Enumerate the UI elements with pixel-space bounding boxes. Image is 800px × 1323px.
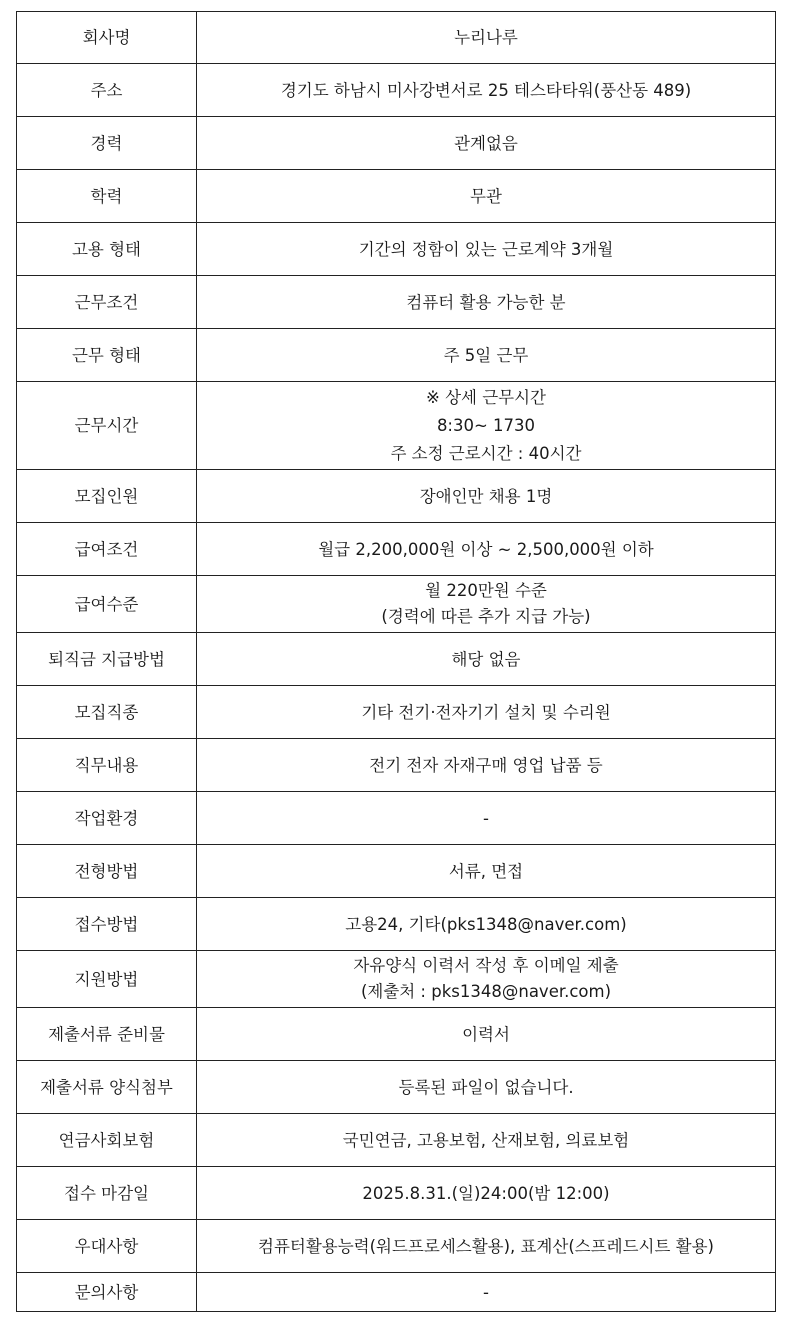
row-label: 연금사회보험 bbox=[17, 1114, 197, 1167]
row-label: 급여수준 bbox=[17, 576, 197, 633]
table-row bbox=[17, 845, 776, 898]
table-row bbox=[17, 1167, 776, 1220]
row-label: 우대사항 bbox=[17, 1220, 197, 1273]
table-row bbox=[17, 470, 776, 523]
row-value bbox=[197, 12, 776, 64]
row-value-line: 기간의 정함이 있는 근로계약 3개월 bbox=[358, 239, 614, 259]
row-value bbox=[197, 523, 776, 576]
row-value-line: 무관 bbox=[470, 186, 502, 206]
row-value bbox=[197, 1273, 776, 1312]
table-row bbox=[17, 223, 776, 276]
row-value-line: 기타 전기·전자기기 설치 및 수리원 bbox=[361, 702, 611, 722]
row-value bbox=[197, 329, 776, 382]
row-value-line: 컴퓨터 활용 가능한 분 bbox=[406, 292, 566, 312]
row-value bbox=[197, 1220, 776, 1273]
row-value-line: (제출처 : pks1348@naver.com) bbox=[360, 982, 612, 1001]
row-value-line: ※ 상세 근무시간 bbox=[426, 387, 546, 407]
row-value-line: 주 소정 근로시간 : 40시간 bbox=[390, 443, 582, 463]
table-row bbox=[17, 1114, 776, 1167]
table-row bbox=[17, 276, 776, 329]
row-value-line: 이력서 bbox=[462, 1024, 510, 1044]
table-row bbox=[17, 898, 776, 951]
row-label: 지원방법 bbox=[17, 951, 197, 1008]
row-value-line: 누리나루 bbox=[454, 28, 518, 47]
row-label: 근무시간 bbox=[17, 382, 197, 470]
row-label: 문의사항 bbox=[17, 1273, 197, 1312]
job-posting-table-body bbox=[17, 12, 776, 1312]
row-label: 전형방법 bbox=[17, 845, 197, 898]
row-value bbox=[197, 470, 776, 523]
row-value-line: 해당 없음 bbox=[451, 649, 521, 669]
row-value-line: 관계없음 bbox=[454, 133, 518, 153]
table-row bbox=[17, 117, 776, 170]
row-value-line: 자유양식 이력서 작성 후 이메일 제출 bbox=[353, 956, 619, 975]
row-value bbox=[197, 1114, 776, 1167]
row-label: 모집인원 bbox=[17, 470, 197, 523]
row-value-line: - bbox=[483, 1282, 489, 1302]
table-row bbox=[17, 170, 776, 223]
row-value-line: 8:30~ 1730 bbox=[436, 415, 536, 435]
row-value-line: 월급 2,200,000원 이상 ~ 2,500,000원 이하 bbox=[318, 539, 654, 559]
row-label: 모집직종 bbox=[17, 686, 197, 739]
row-label: 접수방법 bbox=[17, 898, 197, 951]
row-label: 급여조건 bbox=[17, 523, 197, 576]
row-value-line: 고용24, 기타(pks1348@naver.com) bbox=[345, 914, 627, 934]
row-label: 고용 형태 bbox=[17, 223, 197, 276]
row-value-line: 국민연금, 고용보험, 산재보험, 의료보험 bbox=[342, 1130, 630, 1150]
row-label: 경력 bbox=[17, 117, 197, 170]
row-value bbox=[197, 170, 776, 223]
row-value bbox=[197, 117, 776, 170]
row-value bbox=[197, 792, 776, 845]
table-row bbox=[17, 951, 776, 1008]
row-value bbox=[197, 1167, 776, 1220]
row-value-line: 컴퓨터활용능력(워드프로세스활용), 표계산(스프레드시트 활용) bbox=[258, 1236, 714, 1256]
table-row bbox=[17, 739, 776, 792]
row-label: 학력 bbox=[17, 170, 197, 223]
row-value-line: 경기도 하남시 미사강변서로 25 테스타타워(풍산동 489) bbox=[280, 80, 692, 100]
table-row bbox=[17, 686, 776, 739]
row-label: 퇴직금 지급방법 bbox=[17, 633, 197, 686]
row-value bbox=[197, 739, 776, 792]
row-label: 근무 형태 bbox=[17, 329, 197, 382]
table-row bbox=[17, 576, 776, 633]
row-value bbox=[197, 1008, 776, 1061]
row-value bbox=[197, 686, 776, 739]
row-value bbox=[197, 951, 776, 1008]
table-row bbox=[17, 12, 776, 64]
row-label: 제출서류 양식첨부 bbox=[17, 1061, 197, 1114]
row-value-line: 2025.8.31.(일)24:00(밤 12:00) bbox=[362, 1183, 610, 1203]
row-value bbox=[197, 898, 776, 951]
row-value-line: 장애인만 채용 1명 bbox=[419, 486, 553, 506]
table-row bbox=[17, 523, 776, 576]
row-value-line: 전기 전자 자재구매 영업 납품 등 bbox=[369, 755, 603, 775]
row-value-line: 주 5일 근무 bbox=[443, 345, 529, 365]
table-row bbox=[17, 792, 776, 845]
row-label: 주소 bbox=[17, 64, 197, 117]
table-row bbox=[17, 1061, 776, 1114]
row-value-line: 월 220만원 수준 bbox=[425, 581, 547, 600]
row-label: 회사명 bbox=[17, 12, 197, 64]
row-value-line: 서류, 면접 bbox=[448, 861, 524, 881]
row-label: 직무내용 bbox=[17, 739, 197, 792]
table-row bbox=[17, 329, 776, 382]
table-row bbox=[17, 64, 776, 117]
row-value-line: - bbox=[483, 808, 489, 828]
row-label: 제출서류 준비물 bbox=[17, 1008, 197, 1061]
row-label: 작업환경 bbox=[17, 792, 197, 845]
row-value-line: (경력에 따른 추가 지급 가능) bbox=[381, 607, 591, 626]
table-row bbox=[17, 633, 776, 686]
row-value bbox=[197, 1061, 776, 1114]
table-row bbox=[17, 382, 776, 470]
row-value bbox=[197, 64, 776, 117]
row-value bbox=[197, 576, 776, 633]
table-row bbox=[17, 1220, 776, 1273]
row-label: 근무조건 bbox=[17, 276, 197, 329]
job-posting-table bbox=[16, 11, 776, 1312]
row-value bbox=[197, 382, 776, 470]
row-label: 접수 마감일 bbox=[17, 1167, 197, 1220]
row-value bbox=[197, 223, 776, 276]
row-value bbox=[197, 276, 776, 329]
row-value bbox=[197, 845, 776, 898]
table-row bbox=[17, 1273, 776, 1312]
table-row bbox=[17, 1008, 776, 1061]
row-value-line: 등록된 파일이 없습니다. bbox=[398, 1077, 574, 1097]
row-value bbox=[197, 633, 776, 686]
